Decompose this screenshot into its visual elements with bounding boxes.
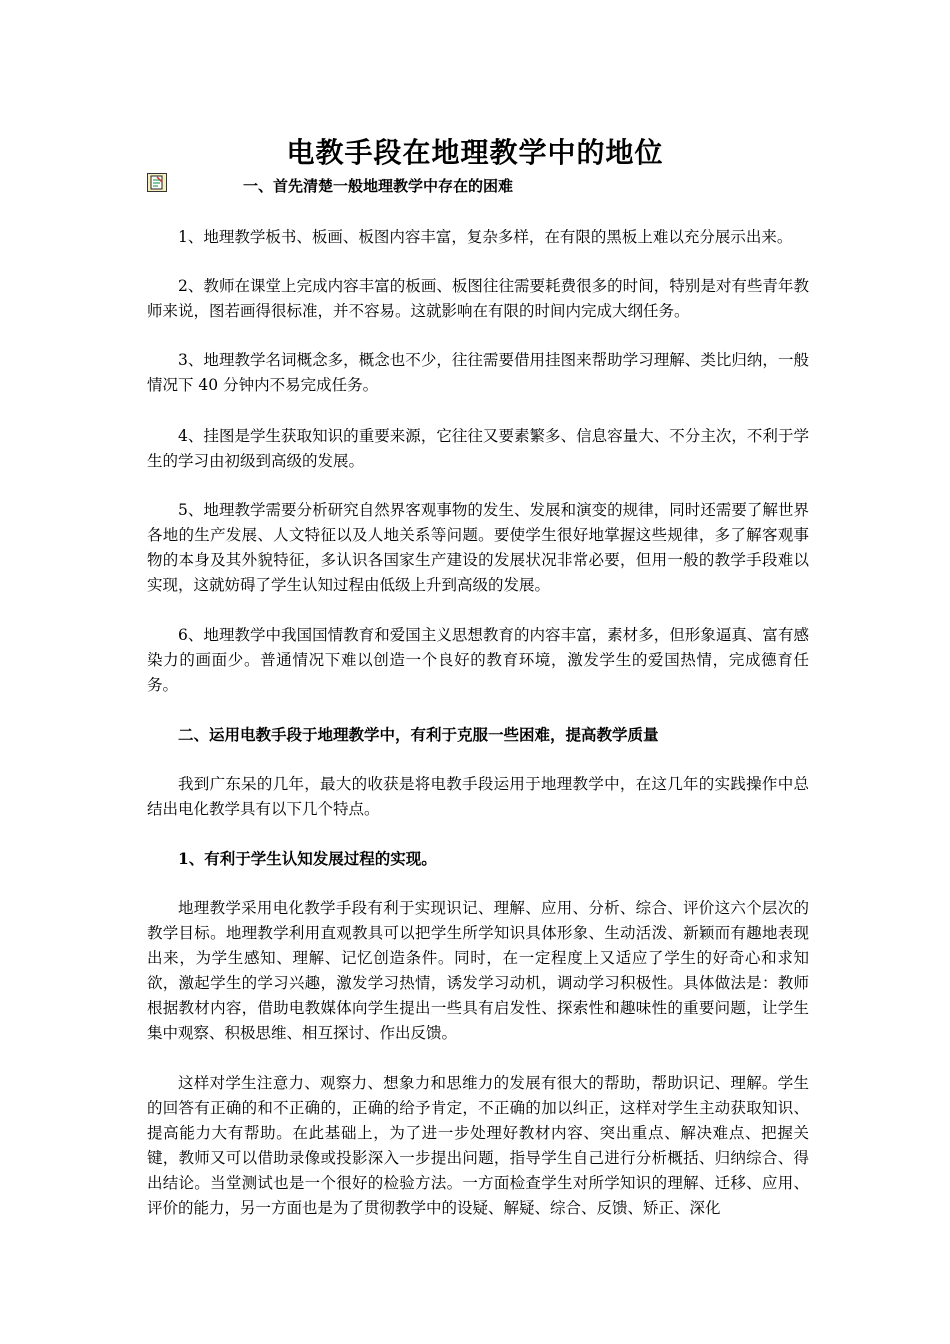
body-paragraph-2: 这样对学生注意力、观察力、想象力和思维力的发展有很大的帮助，帮助识记、理解。学生的回答有正确的和不正确的，正确的给予肯定，不正确的加以纠正，这样对学生主动获取知识、提高能力大有帮助。在此基础上，为了进一步处理好教材内容、突出重点、解决难点、把握关键，教师又可以借助录像或投影深入一步提出问题，指导学生自己进行分析概括、归纳综合、得出结论。当堂测试也是一个很好的检验方法。一方面检查学生对所学知识的理解、迁移、应用、评价的能力，另一方面也是为了贯彻教学中的设疑、解疑、综合、反馈、矫正、深化 — [147, 1074, 809, 1217]
body-paragraph-1: 地理教学采用电化教学手段有利于实现识记、理解、应用、分析、综合、评价这六个层次的教学目标。地理教学利用直观教具可以把学生所学知识具体形象、生动活泼、新颖而有趣地表现出来，为学生感知、理解、记忆创造条件。同时，在一定程度上又适应了学生的好奇心和求知欲，激起学生的学习兴趣，激发学习热情，诱发学习动机，调动学习积极性。具体做法是：教师根据教材内容，借助电教媒体向学生提出一些具有启发性、探索性和趣味性的重要问题，让学生集中观察、积极思维、相互探讨、作出反馈。 — [147, 899, 809, 1042]
paragraph-1: 1、地理教学板书、板画、板图内容丰富，复杂多样，在有限的黑板上难以充分展示出来。 — [178, 228, 793, 246]
paragraph-6: 6、地理教学中我国国情教育和爱国主义思想教育的内容丰富，素材多，但形象逼真、富有感染力的画面少。普通情况下难以创造一个良好的教育环境，激发学生的爱国热情，完成德育任务。 — [147, 626, 809, 694]
paragraph-2: 2、教师在课堂上完成内容丰富的板画、板图往往需要耗费很多的时间，特别是对有些青年教师来说，图若画得很标准，并不容易。这就影响在有限的时间内完成大纲任务。 — [147, 277, 809, 320]
section-heading-2: 二、运用电教手段于地理教学中，有利于克服一些困难，提高教学质量 — [178, 725, 659, 744]
document-icon[interactable] — [147, 173, 167, 192]
paragraph-3: 3、地理教学名词概念多，概念也不少，往往需要借用挂图来帮助学习理解、类比归纳，一般情况下 40 分钟内不易完成任务。 — [147, 351, 809, 394]
section-heading-1: 一、首先清楚一般地理教学中存在的困难 — [243, 177, 514, 195]
paragraph-5: 5、地理教学需要分析研究自然界客观事物的发生、发展和演变的规律，同时还需要了解世界各地的生产发展、人文特征以及人地关系等问题。要使学生很好地掌握这些规律，多了解客观事物的本身及其外貌特征，多认识各国家生产建设的发展状况非常必要，但用一般的教学手段难以实现，这就妨碍了学生认知过程由低级上升到高级的发展。 — [147, 501, 809, 594]
page-title: 电教手段在地理教学中的地位 — [286, 136, 664, 169]
intro-paragraph: 我到广东呆的几年，最大的收获是将电教手段运用于地理教学中，在这几年的实践操作中总结出电化教学具有以下几个特点。 — [147, 775, 809, 818]
point-heading-1: 1、有利于学生认知发展过程的实现。 — [178, 849, 437, 868]
paragraph-4: 4、挂图是学生获取知识的重要来源，它往往又要素繁多、信息容量大、不分主次，不利于学生的学习由初级到高级的发展。 — [147, 427, 809, 470]
